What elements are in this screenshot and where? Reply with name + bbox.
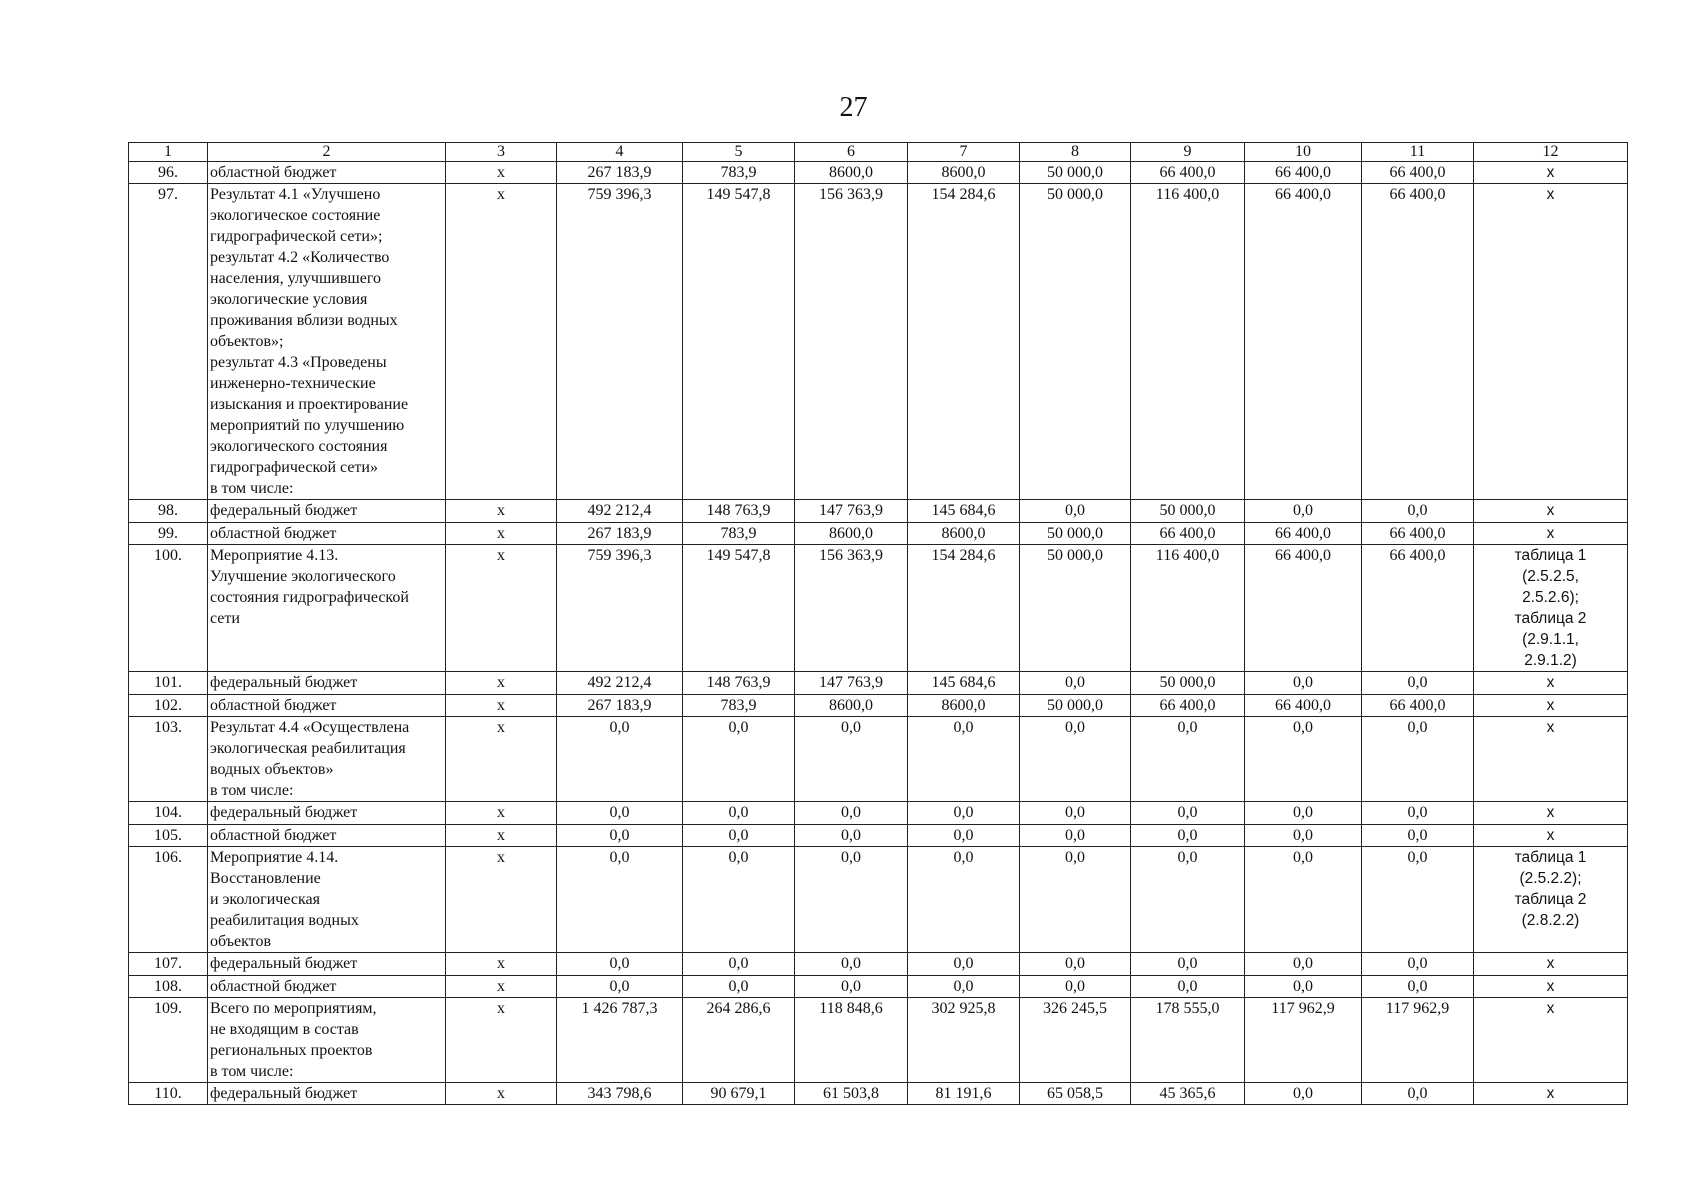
table-row	[129, 847, 1628, 953]
value-cell: 0,0	[1245, 500, 1362, 523]
value-cell: х	[446, 802, 557, 825]
value-cell: 0,0	[1245, 802, 1362, 825]
value-cell: 326 245,5	[1020, 998, 1131, 1083]
value-cell: х	[446, 825, 557, 847]
value-cell: 0,0	[683, 976, 795, 998]
value-cell: 0,0	[1362, 847, 1474, 953]
reference-cell: х	[1474, 500, 1628, 523]
column-header-11: 11	[1362, 143, 1474, 162]
value-cell: 0,0	[1245, 953, 1362, 976]
value-cell: 66 400,0	[1245, 523, 1362, 545]
value-cell: 0,0	[1131, 847, 1245, 953]
table-row	[129, 998, 1628, 1083]
value-cell: 50 000,0	[1020, 545, 1131, 672]
value-cell: 81 191,6	[908, 1083, 1020, 1105]
value-cell: 0,0	[908, 976, 1020, 998]
reference-cell: х	[1474, 825, 1628, 847]
value-cell: 66 400,0	[1245, 545, 1362, 672]
description-cell: областной бюджет	[208, 695, 446, 717]
value-cell: 50 000,0	[1020, 695, 1131, 717]
value-cell: 0,0	[1362, 802, 1474, 825]
description-cell: федеральный бюджет	[208, 1083, 446, 1105]
value-cell: х	[446, 1083, 557, 1105]
column-header-3: 3	[446, 143, 557, 162]
value-cell: 0,0	[1020, 847, 1131, 953]
value-cell: 0,0	[1131, 802, 1245, 825]
table-row	[129, 976, 1628, 998]
value-cell: 0,0	[908, 802, 1020, 825]
value-cell: х	[446, 953, 557, 976]
row-number-cell: 109.	[129, 998, 208, 1083]
value-cell: 116 400,0	[1131, 545, 1245, 672]
value-cell: 783,9	[683, 523, 795, 545]
value-cell: 0,0	[683, 802, 795, 825]
value-cell: 117 962,9	[1245, 998, 1362, 1083]
value-cell: 0,0	[1131, 717, 1245, 802]
table-row	[129, 672, 1628, 695]
value-cell: 302 925,8	[908, 998, 1020, 1083]
value-cell: 0,0	[557, 802, 683, 825]
value-cell: 0,0	[1245, 976, 1362, 998]
value-cell: 0,0	[795, 953, 908, 976]
reference-cell: х	[1474, 162, 1628, 184]
value-cell: 66 400,0	[1131, 162, 1245, 184]
table-row	[129, 1083, 1628, 1105]
value-cell: 145 684,6	[908, 500, 1020, 523]
reference-cell: х	[1474, 802, 1628, 825]
table-row	[129, 953, 1628, 976]
row-number-cell: 99.	[129, 523, 208, 545]
row-number-cell: 106.	[129, 847, 208, 953]
row-number-cell: 100.	[129, 545, 208, 672]
reference-cell: таблица 1 (2.5.2.2); таблица 2 (2.8.2.2)	[1474, 847, 1628, 953]
column-header-7: 7	[908, 143, 1020, 162]
column-header-12: 12	[1474, 143, 1628, 162]
table-row	[129, 184, 1628, 500]
value-cell: 66 400,0	[1362, 545, 1474, 672]
value-cell: 8600,0	[908, 162, 1020, 184]
value-cell: 0,0	[1020, 825, 1131, 847]
value-cell: 0,0	[795, 825, 908, 847]
value-cell: 0,0	[557, 717, 683, 802]
description-cell: Мероприятие 4.14. Восстановление и экологическая реабилитация водных объектов	[208, 847, 446, 953]
value-cell: 0,0	[1020, 976, 1131, 998]
table-row	[129, 695, 1628, 717]
value-cell: 50 000,0	[1020, 184, 1131, 500]
description-cell: федеральный бюджет	[208, 672, 446, 695]
value-cell: х	[446, 500, 557, 523]
value-cell: 0,0	[908, 953, 1020, 976]
value-cell: 66 400,0	[1245, 695, 1362, 717]
value-cell: 0,0	[557, 976, 683, 998]
value-cell: 156 363,9	[795, 184, 908, 500]
value-cell: 65 058,5	[1020, 1083, 1131, 1105]
row-number-cell: 105.	[129, 825, 208, 847]
table-row	[129, 523, 1628, 545]
row-number-cell: 108.	[129, 976, 208, 998]
value-cell: 0,0	[1131, 825, 1245, 847]
reference-cell: х	[1474, 672, 1628, 695]
description-cell: федеральный бюджет	[208, 802, 446, 825]
value-cell: 0,0	[1245, 847, 1362, 953]
value-cell: 149 547,8	[683, 184, 795, 500]
budget-table	[128, 142, 1628, 1105]
table-header-row	[129, 143, 1628, 162]
value-cell: х	[446, 695, 557, 717]
column-header-5: 5	[683, 143, 795, 162]
value-cell: 0,0	[1362, 976, 1474, 998]
value-cell: 0,0	[1020, 953, 1131, 976]
reference-cell: х	[1474, 976, 1628, 998]
value-cell: 50 000,0	[1131, 672, 1245, 695]
value-cell: 8600,0	[908, 523, 1020, 545]
row-number-cell: 103.	[129, 717, 208, 802]
column-header-9: 9	[1131, 143, 1245, 162]
value-cell: 0,0	[908, 717, 1020, 802]
value-cell: 117 962,9	[1362, 998, 1474, 1083]
value-cell: 0,0	[1362, 717, 1474, 802]
page-number: 27	[839, 92, 868, 123]
value-cell: 8600,0	[795, 162, 908, 184]
value-cell: 66 400,0	[1131, 523, 1245, 545]
value-cell: 267 183,9	[557, 523, 683, 545]
value-cell: 66 400,0	[1245, 184, 1362, 500]
value-cell: 0,0	[1020, 802, 1131, 825]
table-row	[129, 825, 1628, 847]
description-cell: областной бюджет	[208, 825, 446, 847]
value-cell: х	[446, 672, 557, 695]
value-cell: х	[446, 162, 557, 184]
value-cell: 66 400,0	[1362, 162, 1474, 184]
reference-cell: х	[1474, 1083, 1628, 1105]
value-cell: 66 400,0	[1131, 695, 1245, 717]
value-cell: 0,0	[557, 825, 683, 847]
row-number-cell: 96.	[129, 162, 208, 184]
description-cell: Результат 4.1 «Улучшено экологическое состояние гидрографической сети»; результат 4.2 «Количество населения, улучшившего экологические условия проживания вблизи водных объектов»; результат 4.3 «Проведены инженерно-технические изыскания и проектирование мероприятий по улучшению экологического состояния гидрографической сети» в том числе:	[208, 184, 446, 500]
value-cell: 66 400,0	[1362, 695, 1474, 717]
reference-cell: х	[1474, 695, 1628, 717]
value-cell: 149 547,8	[683, 545, 795, 672]
description-cell: Результат 4.4 «Осуществлена экологическая реабилитация водных объектов» в том числе:	[208, 717, 446, 802]
value-cell: 0,0	[1131, 976, 1245, 998]
value-cell: 492 212,4	[557, 500, 683, 523]
value-cell: х	[446, 184, 557, 500]
value-cell: 66 400,0	[1362, 184, 1474, 500]
reference-cell: таблица 1 (2.5.2.5, 2.5.2.6); таблица 2 (2.9.1.1, 2.9.1.2)	[1474, 545, 1628, 672]
reference-cell: х	[1474, 717, 1628, 802]
value-cell: 154 284,6	[908, 545, 1020, 672]
reference-cell: х	[1474, 953, 1628, 976]
value-cell: 0,0	[683, 847, 795, 953]
row-number-cell: 107.	[129, 953, 208, 976]
value-cell: 267 183,9	[557, 695, 683, 717]
value-cell: х	[446, 847, 557, 953]
value-cell: 0,0	[683, 825, 795, 847]
value-cell: 0,0	[908, 825, 1020, 847]
value-cell: 1 426 787,3	[557, 998, 683, 1083]
value-cell: х	[446, 523, 557, 545]
value-cell: 0,0	[795, 717, 908, 802]
value-cell: 147 763,9	[795, 672, 908, 695]
value-cell: 264 286,6	[683, 998, 795, 1083]
value-cell: 45 365,6	[1131, 1083, 1245, 1105]
value-cell: 148 763,9	[683, 672, 795, 695]
value-cell: 66 400,0	[1362, 523, 1474, 545]
value-cell: 0,0	[1020, 500, 1131, 523]
value-cell: 0,0	[683, 717, 795, 802]
reference-cell: х	[1474, 184, 1628, 500]
value-cell: 0,0	[908, 847, 1020, 953]
description-cell: федеральный бюджет	[208, 500, 446, 523]
column-header-1: 1	[129, 143, 208, 162]
value-cell: 145 684,6	[908, 672, 1020, 695]
value-cell: х	[446, 976, 557, 998]
column-header-6: 6	[795, 143, 908, 162]
value-cell: 783,9	[683, 695, 795, 717]
value-cell: 90 679,1	[683, 1083, 795, 1105]
value-cell: 0,0	[557, 847, 683, 953]
row-number-cell: 97.	[129, 184, 208, 500]
table-row	[129, 162, 1628, 184]
value-cell: 154 284,6	[908, 184, 1020, 500]
value-cell: 0,0	[683, 953, 795, 976]
description-cell: федеральный бюджет	[208, 953, 446, 976]
description-cell: областной бюджет	[208, 523, 446, 545]
value-cell: 0,0	[1245, 1083, 1362, 1105]
value-cell: 8600,0	[908, 695, 1020, 717]
value-cell: 759 396,3	[557, 184, 683, 500]
value-cell: 0,0	[1362, 1083, 1474, 1105]
value-cell: 759 396,3	[557, 545, 683, 672]
value-cell: 0,0	[557, 953, 683, 976]
row-number-cell: 102.	[129, 695, 208, 717]
value-cell: 0,0	[1245, 717, 1362, 802]
value-cell: 147 763,9	[795, 500, 908, 523]
table-row	[129, 545, 1628, 672]
value-cell: х	[446, 717, 557, 802]
value-cell: 0,0	[1020, 717, 1131, 802]
value-cell: 8600,0	[795, 695, 908, 717]
value-cell: 0,0	[795, 976, 908, 998]
value-cell: 0,0	[1131, 953, 1245, 976]
column-header-4: 4	[557, 143, 683, 162]
description-cell: областной бюджет	[208, 162, 446, 184]
value-cell: 0,0	[1020, 672, 1131, 695]
value-cell: 0,0	[1245, 825, 1362, 847]
column-header-10: 10	[1245, 143, 1362, 162]
value-cell: 267 183,9	[557, 162, 683, 184]
value-cell: 148 763,9	[683, 500, 795, 523]
value-cell: 61 503,8	[795, 1083, 908, 1105]
table-row	[129, 802, 1628, 825]
description-cell: Мероприятие 4.13. Улучшение экологического состояния гидрографической сети	[208, 545, 446, 672]
row-number-cell: 110.	[129, 1083, 208, 1105]
table-row	[129, 717, 1628, 802]
reference-cell: х	[1474, 998, 1628, 1083]
value-cell: х	[446, 545, 557, 672]
row-number-cell: 104.	[129, 802, 208, 825]
table-row	[129, 500, 1628, 523]
row-number-cell: 98.	[129, 500, 208, 523]
value-cell: 66 400,0	[1245, 162, 1362, 184]
value-cell: 0,0	[1362, 825, 1474, 847]
value-cell: х	[446, 998, 557, 1083]
value-cell: 50 000,0	[1020, 162, 1131, 184]
value-cell: 8600,0	[795, 523, 908, 545]
value-cell: 0,0	[795, 847, 908, 953]
value-cell: 0,0	[1362, 953, 1474, 976]
reference-cell: х	[1474, 523, 1628, 545]
value-cell: 0,0	[1362, 500, 1474, 523]
value-cell: 116 400,0	[1131, 184, 1245, 500]
column-header-2: 2	[208, 143, 446, 162]
value-cell: 156 363,9	[795, 545, 908, 672]
value-cell: 0,0	[795, 802, 908, 825]
value-cell: 783,9	[683, 162, 795, 184]
column-header-8: 8	[1020, 143, 1131, 162]
description-cell: Всего по мероприятиям, не входящим в состав региональных проектов в том числе:	[208, 998, 446, 1083]
value-cell: 0,0	[1245, 672, 1362, 695]
value-cell: 0,0	[1362, 672, 1474, 695]
value-cell: 50 000,0	[1020, 523, 1131, 545]
value-cell: 343 798,6	[557, 1083, 683, 1105]
value-cell: 118 848,6	[795, 998, 908, 1083]
description-cell: областной бюджет	[208, 976, 446, 998]
value-cell: 178 555,0	[1131, 998, 1245, 1083]
value-cell: 50 000,0	[1131, 500, 1245, 523]
row-number-cell: 101.	[129, 672, 208, 695]
value-cell: 492 212,4	[557, 672, 683, 695]
